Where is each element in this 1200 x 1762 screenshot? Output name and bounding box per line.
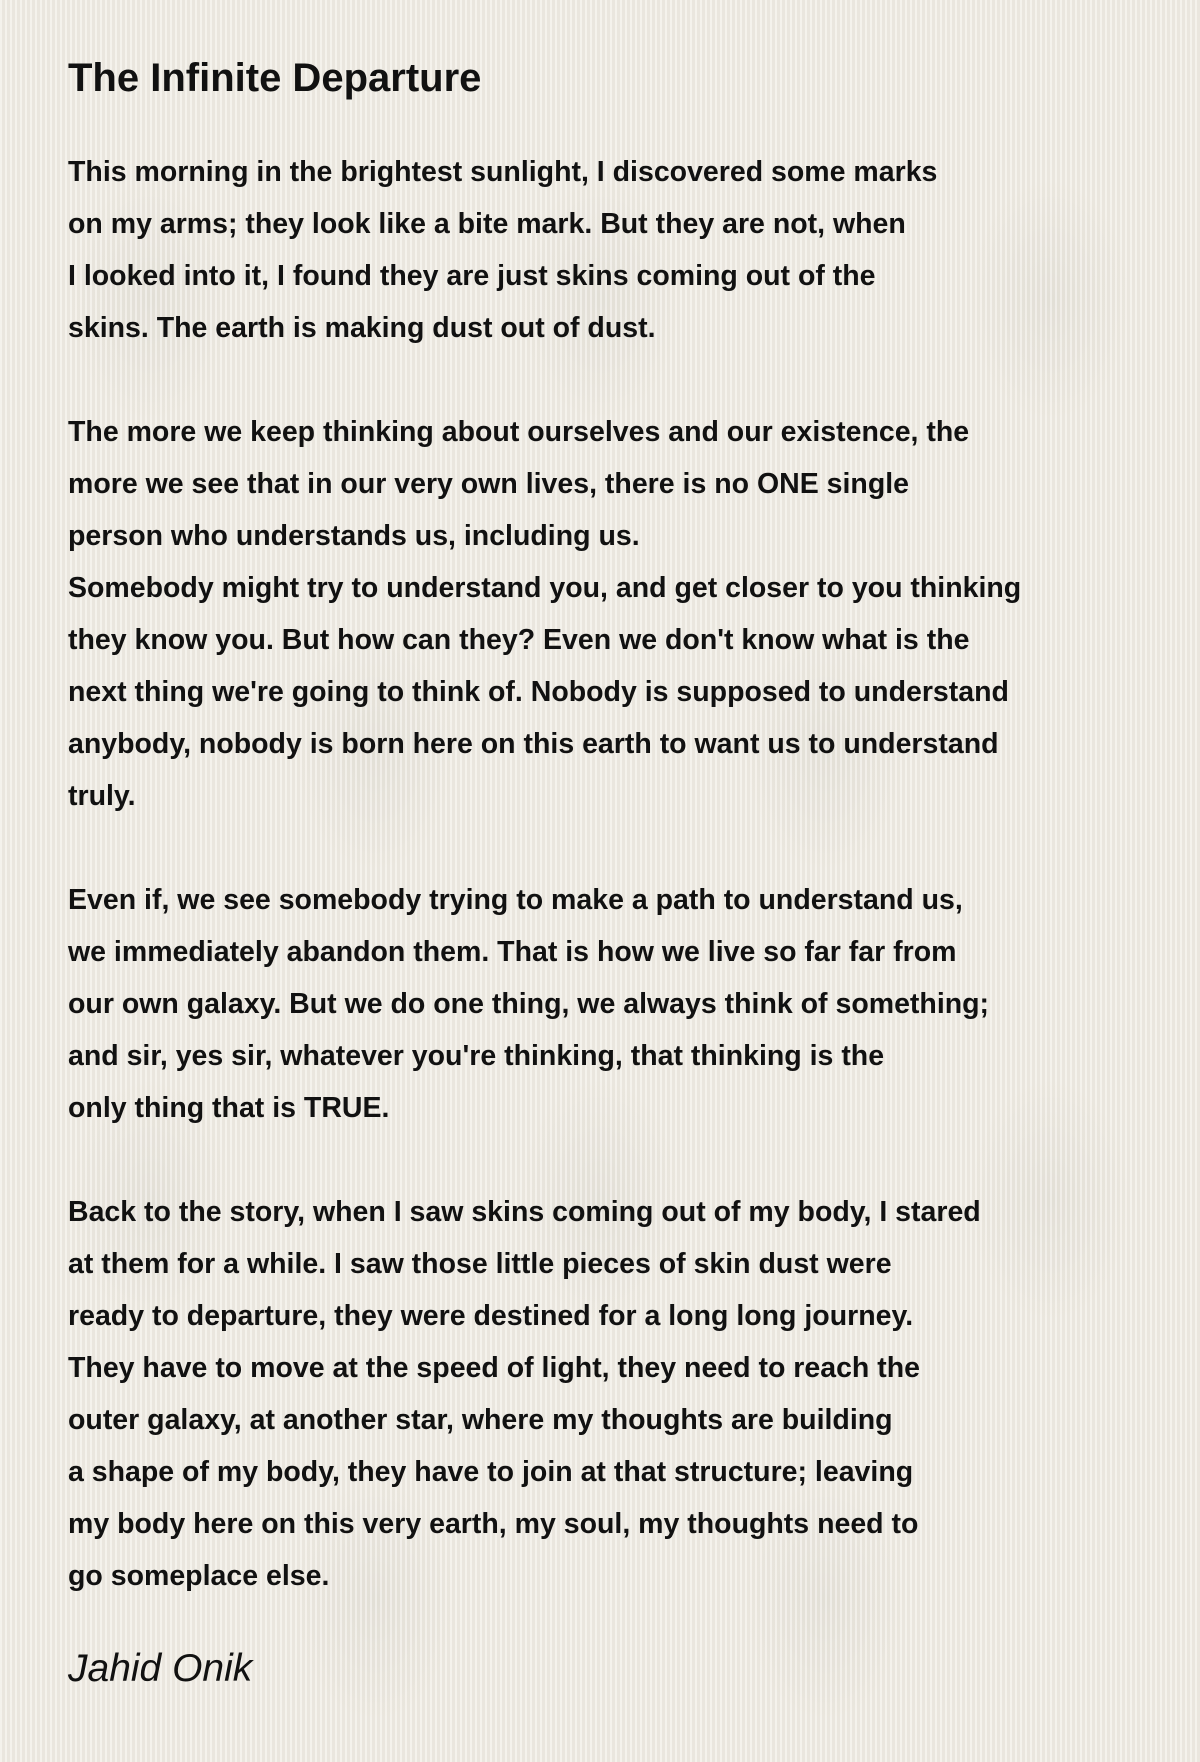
poem-line: person who understands us, including us. (68, 520, 640, 552)
poem-line: skins. The earth is making dust out of dust. (68, 312, 656, 344)
stanza-4 (68, 1186, 1168, 1602)
poem-line: a shape of my body, they have to join at that structure; leaving (68, 1456, 914, 1488)
poem-line: anybody, nobody is born here on this earth to want us to understand (68, 728, 999, 760)
poem-line: Back to the story, when I saw skins coming out of my body, I stared (68, 1196, 981, 1228)
stanza-2 (68, 406, 1168, 822)
poem-title: The Infinite Departure (68, 56, 482, 100)
author-name: Jahid Onik (68, 1647, 253, 1690)
poem-line: our own galaxy. But we do one thing, we always think of something; (68, 988, 990, 1020)
poem-line: only thing that is TRUE. (68, 1092, 390, 1124)
poem-line: The more we keep thinking about ourselves and our existence, the (68, 416, 970, 448)
stanza-1 (68, 146, 1168, 354)
poem-line: ready to departure, they were destined for a long long journey. (68, 1300, 914, 1332)
poem-line: outer galaxy, at another star, where my thoughts are building (68, 1404, 893, 1436)
poem-line: Even if, we see somebody trying to make a path to understand us, (68, 884, 963, 916)
poem (68, 48, 1168, 1694)
poem-line: This morning in the brightest sunlight, I discovered some marks (68, 156, 938, 188)
poem-line: go someplace else. (68, 1560, 330, 1592)
poem-line: next thing we're going to think of. Nobody is supposed to understand (68, 676, 1009, 708)
poem-line: Somebody might try to understand you, and get closer to you thinking (68, 572, 1022, 604)
poem-line: more we see that in our very own lives, there is no ONE single (68, 468, 910, 500)
poem-line: They have to move at the speed of light, they need to reach the (68, 1352, 921, 1384)
stanza-3 (68, 874, 1168, 1134)
poem-line: we immediately abandon them. That is how we live so far far from (68, 936, 957, 968)
poem-body (68, 146, 1168, 1602)
poem-line: and sir, yes sir, whatever you're thinking, that thinking is the (68, 1040, 885, 1072)
poem-line: at them for a while. I saw those little pieces of skin dust were (68, 1248, 892, 1280)
poem-line: I looked into it, I found they are just skins coming out of the (68, 260, 876, 292)
poem-line: on my arms; they look like a bite mark. But they are not, when (68, 208, 906, 240)
poem-line: truly. (68, 780, 136, 812)
poem-line: my body here on this very earth, my soul, my thoughts need to (68, 1508, 919, 1540)
poem-line: they know you. But how can they? Even we don't know what is the (68, 624, 970, 656)
